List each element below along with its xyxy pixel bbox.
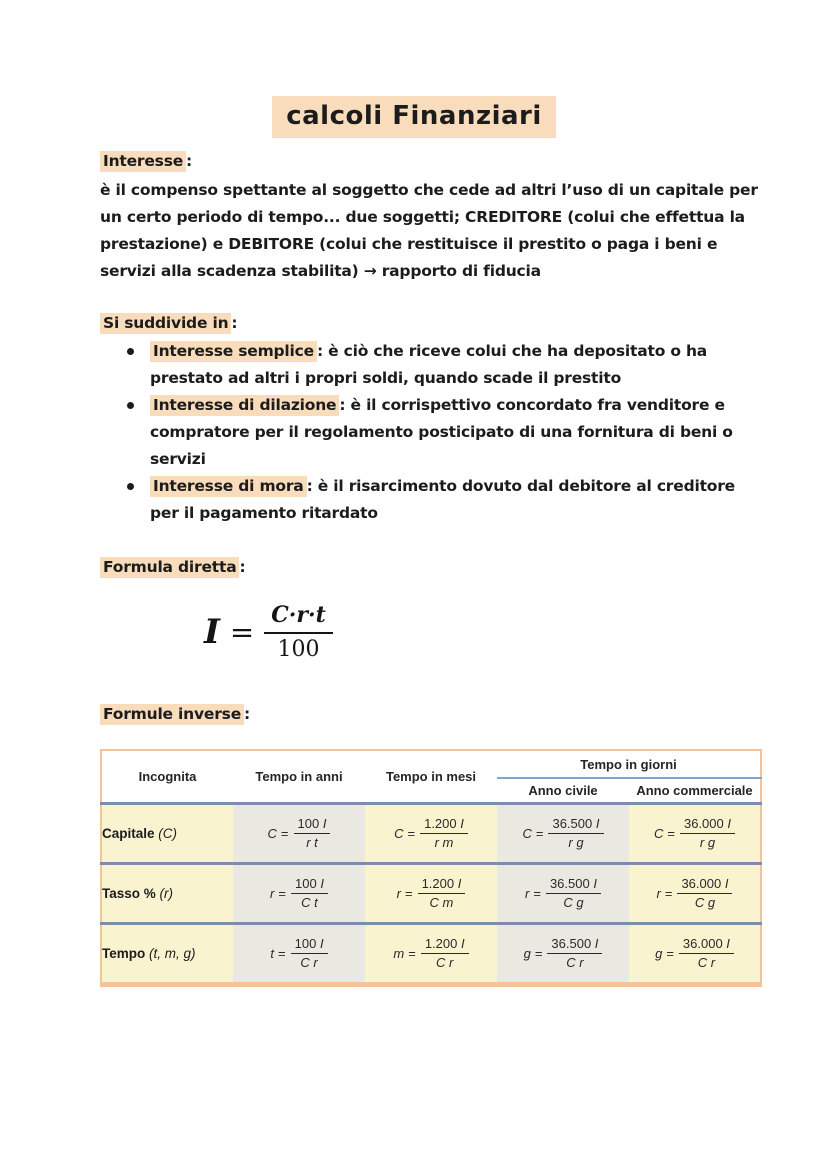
col-header-anno-civile: Anno civile bbox=[497, 778, 629, 804]
bullet-icon bbox=[127, 483, 134, 490]
col-header-incognita: Incognita bbox=[101, 750, 233, 804]
formula-cell: r = $\frac{36.000 I}{\text{C g}}$ bbox=[629, 864, 761, 924]
bullet-icon bbox=[127, 402, 134, 409]
table-row-capitale bbox=[101, 804, 761, 864]
bullet-line: compratore per il regolamento posticipato di una fornitura di beni o bbox=[150, 423, 733, 441]
bullet-first-line bbox=[150, 338, 762, 365]
interesse-paragraph bbox=[100, 177, 762, 285]
table-row-tempo bbox=[101, 924, 761, 985]
heading-formule-inverse bbox=[100, 705, 762, 723]
formula-cell: r = $\frac{100 I}{\text{C t}}$ bbox=[233, 864, 365, 924]
bullet-item bbox=[100, 473, 762, 527]
bullet-text bbox=[150, 392, 762, 473]
bullet-term: Interesse di dilazione bbox=[150, 395, 339, 416]
formula-cell: g = $\frac{36.000 I}{\text{C r}}$ bbox=[629, 924, 761, 985]
heading-suddivide bbox=[100, 314, 762, 332]
bullet-text bbox=[150, 338, 762, 392]
heading-formula-diretta-colon: : bbox=[239, 558, 246, 576]
bullet-first-line bbox=[150, 392, 762, 419]
formula-cell: g = $\frac{36.500 I}{\text{C r}}$ bbox=[497, 924, 629, 985]
row-label: Capitale (C) bbox=[101, 804, 233, 864]
bullet-line: prestato ad altri i propri soldi, quando scade il prestito bbox=[150, 369, 622, 387]
bullet-term: Interesse di mora bbox=[150, 476, 307, 497]
formula-cell: C = $\frac{100 I}{\text{r t}}$ bbox=[233, 804, 365, 864]
bullet-after: : è il risarcimento dovuto dal debitore al creditore bbox=[306, 477, 735, 495]
formula-denominator: 100 bbox=[277, 637, 320, 662]
formula-cell: m = $\frac{1.200 I}{\text{C r}}$ bbox=[365, 924, 497, 985]
content bbox=[100, 152, 762, 987]
formula-cell: C = $\frac{36.500 I}{\text{r g}}$ bbox=[497, 804, 629, 864]
col-header-tempo-mesi: Tempo in mesi bbox=[365, 750, 497, 804]
heading-formule-inverse-text: Formule inverse bbox=[100, 704, 244, 725]
formula-numerator: C·r·t bbox=[264, 602, 333, 634]
title-row bbox=[0, 0, 828, 138]
bullet-term: Interesse semplice bbox=[150, 341, 317, 362]
formula-cell: C = $\frac{36.000 I}{\text{r g}}$ bbox=[629, 804, 761, 864]
col-header-tempo-anni: Tempo in anni bbox=[233, 750, 365, 804]
formula-cell: r = $\frac{1.200 I}{\text{C m}}$ bbox=[365, 864, 497, 924]
heading-formula-diretta-text: Formula diretta bbox=[100, 557, 239, 578]
bullet-icon bbox=[127, 348, 134, 355]
heading-suddivide-text: Si suddivide in bbox=[100, 313, 231, 334]
bullet-text bbox=[150, 473, 762, 527]
formula-cell: r = $\frac{36.500 I}{\text{C g}}$ bbox=[497, 864, 629, 924]
page-title: calcoli Finanziari bbox=[272, 96, 556, 138]
table-row-tasso bbox=[101, 864, 761, 924]
paragraph-line: è il compenso spettante al soggetto che cede ad altri l’uso di un capitale per bbox=[100, 181, 758, 199]
paragraph-line: un certo periodo di tempo... due soggetti; CREDITORE (colui che effettua la bbox=[100, 208, 745, 226]
table-body bbox=[101, 804, 761, 985]
formula-fraction bbox=[264, 602, 333, 662]
bullet-item bbox=[100, 338, 762, 392]
paragraph-line: servizi alla scadenza stabilita) → rapporto di fiducia bbox=[100, 262, 541, 280]
heading-interesse-colon: : bbox=[186, 152, 193, 170]
bullet-line: servizi bbox=[150, 450, 206, 468]
formula-cell: t = $\frac{100 I}{\text{C r}}$ bbox=[233, 924, 365, 985]
formule-inverse-table bbox=[100, 749, 762, 987]
bullet-after: : è il corrispettivo concordato fra venditore e bbox=[339, 396, 725, 414]
heading-interesse bbox=[100, 152, 762, 170]
heading-formula-diretta bbox=[100, 558, 762, 576]
bullet-after: : è ciò che riceve colui che ha depositato o ha bbox=[316, 342, 708, 360]
row-label: Tasso % (r) bbox=[101, 864, 233, 924]
col-header-anno-commerciale: Anno commerciale bbox=[629, 778, 761, 804]
formula-lhs: I bbox=[204, 612, 220, 652]
bullet-first-line bbox=[150, 473, 762, 500]
bullet-line: per il pagamento ritardato bbox=[150, 504, 378, 522]
table-header bbox=[101, 750, 761, 804]
bullet-list bbox=[100, 338, 762, 527]
paragraph-line: prestazione) e DEBITORE (colui che restituisce il prestito o paga i beni e bbox=[100, 235, 718, 253]
col-header-tempo-giorni: Tempo in giorni bbox=[497, 750, 761, 778]
heading-interesse-text: Interesse bbox=[100, 151, 186, 172]
bullet-item bbox=[100, 392, 762, 473]
heading-suddivide-colon: : bbox=[231, 314, 238, 332]
formula-diretta bbox=[204, 602, 333, 662]
formula-equals: = bbox=[229, 615, 255, 649]
row-label: Tempo (t, m, g) bbox=[101, 924, 233, 985]
formula-cell: C = $\frac{1.200 I}{\text{r m}}$ bbox=[365, 804, 497, 864]
heading-formule-inverse-colon: : bbox=[244, 705, 251, 723]
